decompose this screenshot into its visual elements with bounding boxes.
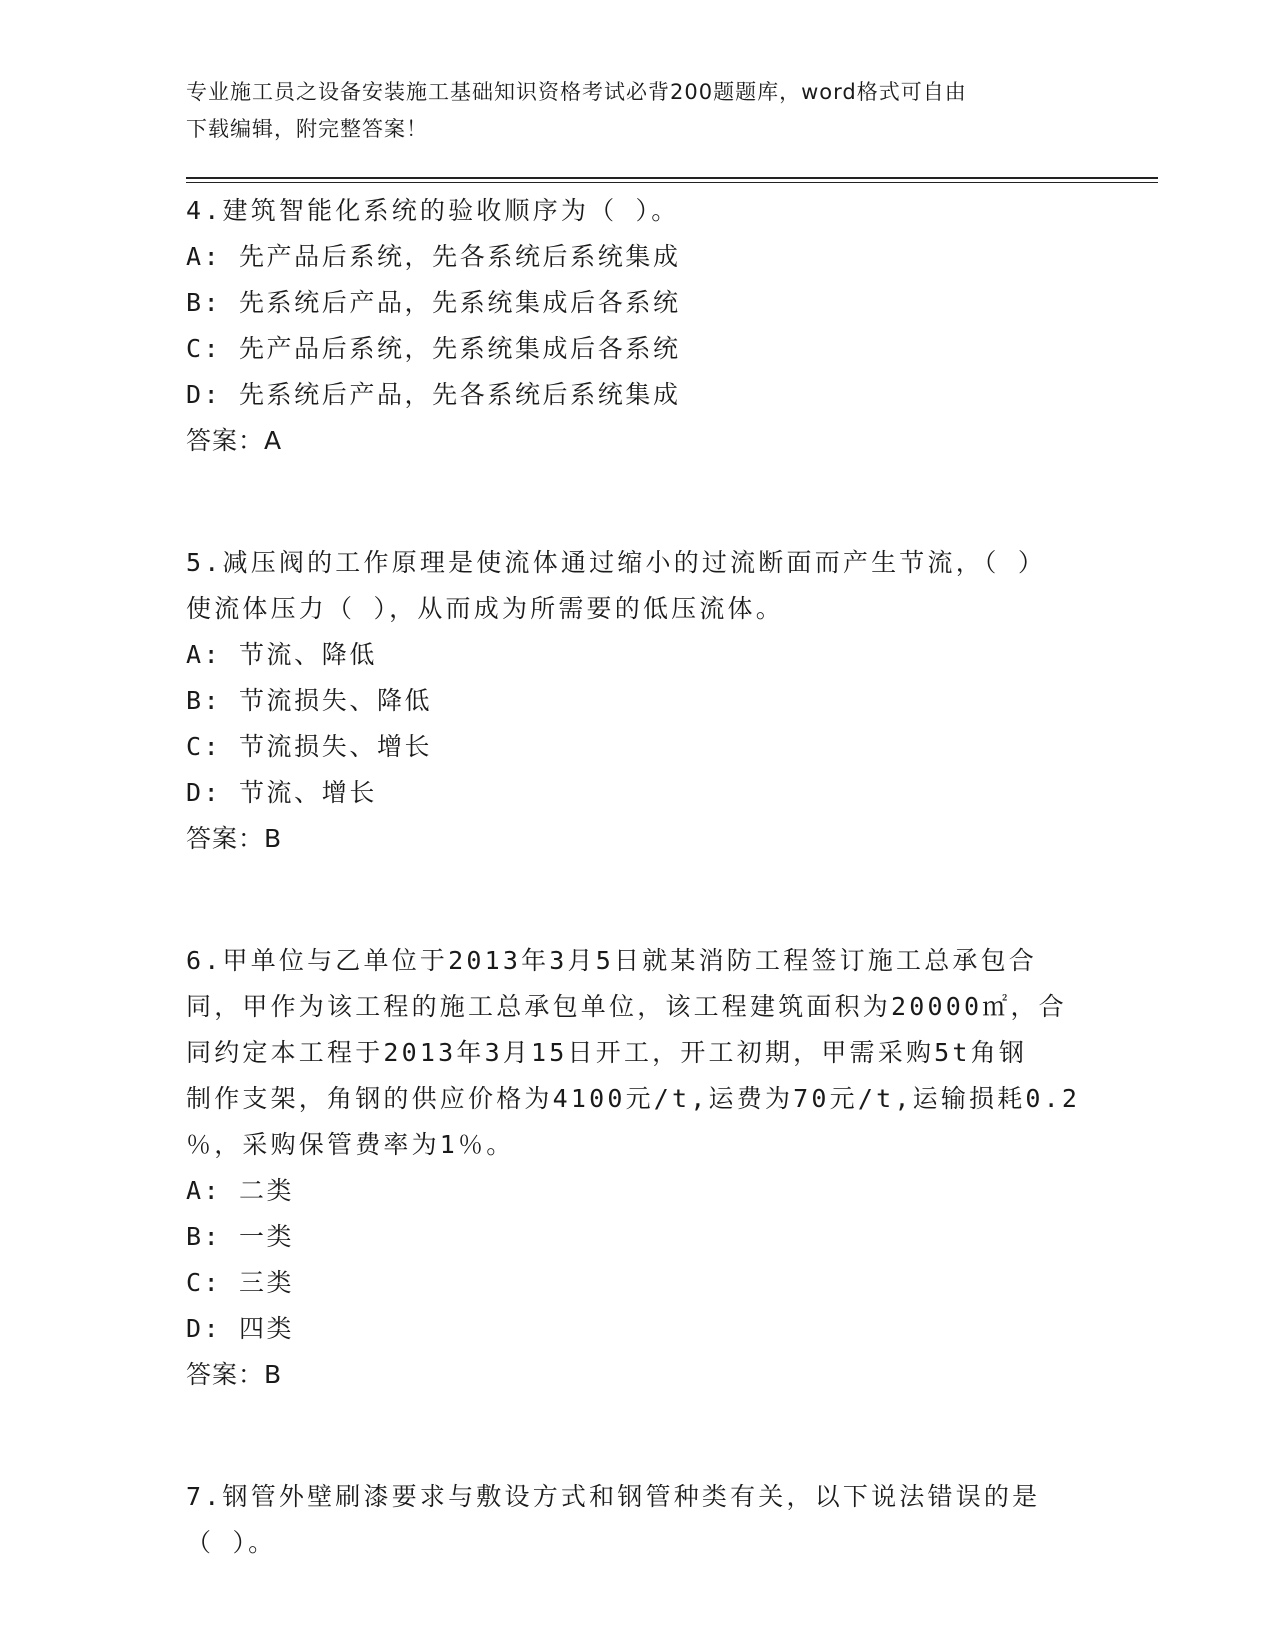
option-d: D: 节流、增长	[186, 778, 377, 807]
option-a: A: 节流、降低	[186, 640, 377, 669]
question-text	[186, 1474, 1086, 1566]
question-line: 6.甲单位与乙单位于2013年3月5日就某消防工程签订施工总承包合	[186, 946, 1038, 975]
option-b: B: 节流损失、降低	[186, 686, 433, 715]
question-line: 制作支架，角钢的供应价格为4100元/t,运费为70元/t,运输损耗0.2	[186, 1084, 1081, 1113]
question-line: 同，甲作为该工程的施工总承包单位，该工程建筑面积为20000㎡，合	[186, 992, 1067, 1021]
question-text	[186, 188, 1086, 234]
question-list	[186, 188, 1086, 1566]
question-line: （ ）。	[186, 1528, 277, 1557]
answer: 答案：B	[186, 824, 283, 853]
answer: 答案：B	[186, 1360, 283, 1389]
document-header	[186, 74, 1066, 148]
option-a: A: 先产品后系统，先各系统后系统集成	[186, 242, 681, 271]
question-text	[186, 540, 1086, 632]
question-4	[186, 188, 1086, 464]
question-line: 使流体压力（ ），从而成为所需要的低压流体。	[186, 594, 784, 623]
option-c: C: 三类	[186, 1268, 295, 1297]
header-line-1: 专业施工员之设备安装施工基础知识资格考试必背200题题库，word格式可自由	[186, 80, 967, 104]
option-b: B: 先系统后产品，先系统集成后各系统	[186, 288, 681, 317]
question-7	[186, 1474, 1086, 1566]
question-6	[186, 938, 1086, 1398]
answer: 答案：A	[186, 426, 283, 455]
question-line: 4.建筑智能化系统的验收顺序为（ ）。	[186, 196, 680, 225]
question-line: 7.钢管外壁刷漆要求与敷设方式和钢管种类有关，以下说法错误的是	[186, 1482, 1041, 1511]
option-b: B: 一类	[186, 1222, 295, 1251]
header-rule-thin	[186, 182, 1158, 183]
question-text	[186, 938, 1086, 1168]
option-c: C: 节流损失、增长	[186, 732, 433, 761]
option-d: D: 四类	[186, 1314, 295, 1343]
question-5	[186, 540, 1086, 862]
header-line-2: 下载编辑，附完整答案！	[186, 117, 428, 141]
question-line: 5.减压阀的工作原理是使流体通过缩小的过流断面而产生节流，（ ）	[186, 548, 1047, 577]
option-d: D: 先系统后产品，先各系统后系统集成	[186, 380, 681, 409]
header-rule-thick	[186, 177, 1158, 179]
option-a: A: 二类	[186, 1176, 295, 1205]
option-c: C: 先产品后系统，先系统集成后各系统	[186, 334, 681, 363]
question-line: ％，采购保管费率为1％。	[186, 1130, 515, 1159]
question-line: 同约定本工程于2013年3月15日开工，开工初期，甲需采购5t角钢	[186, 1038, 1028, 1067]
